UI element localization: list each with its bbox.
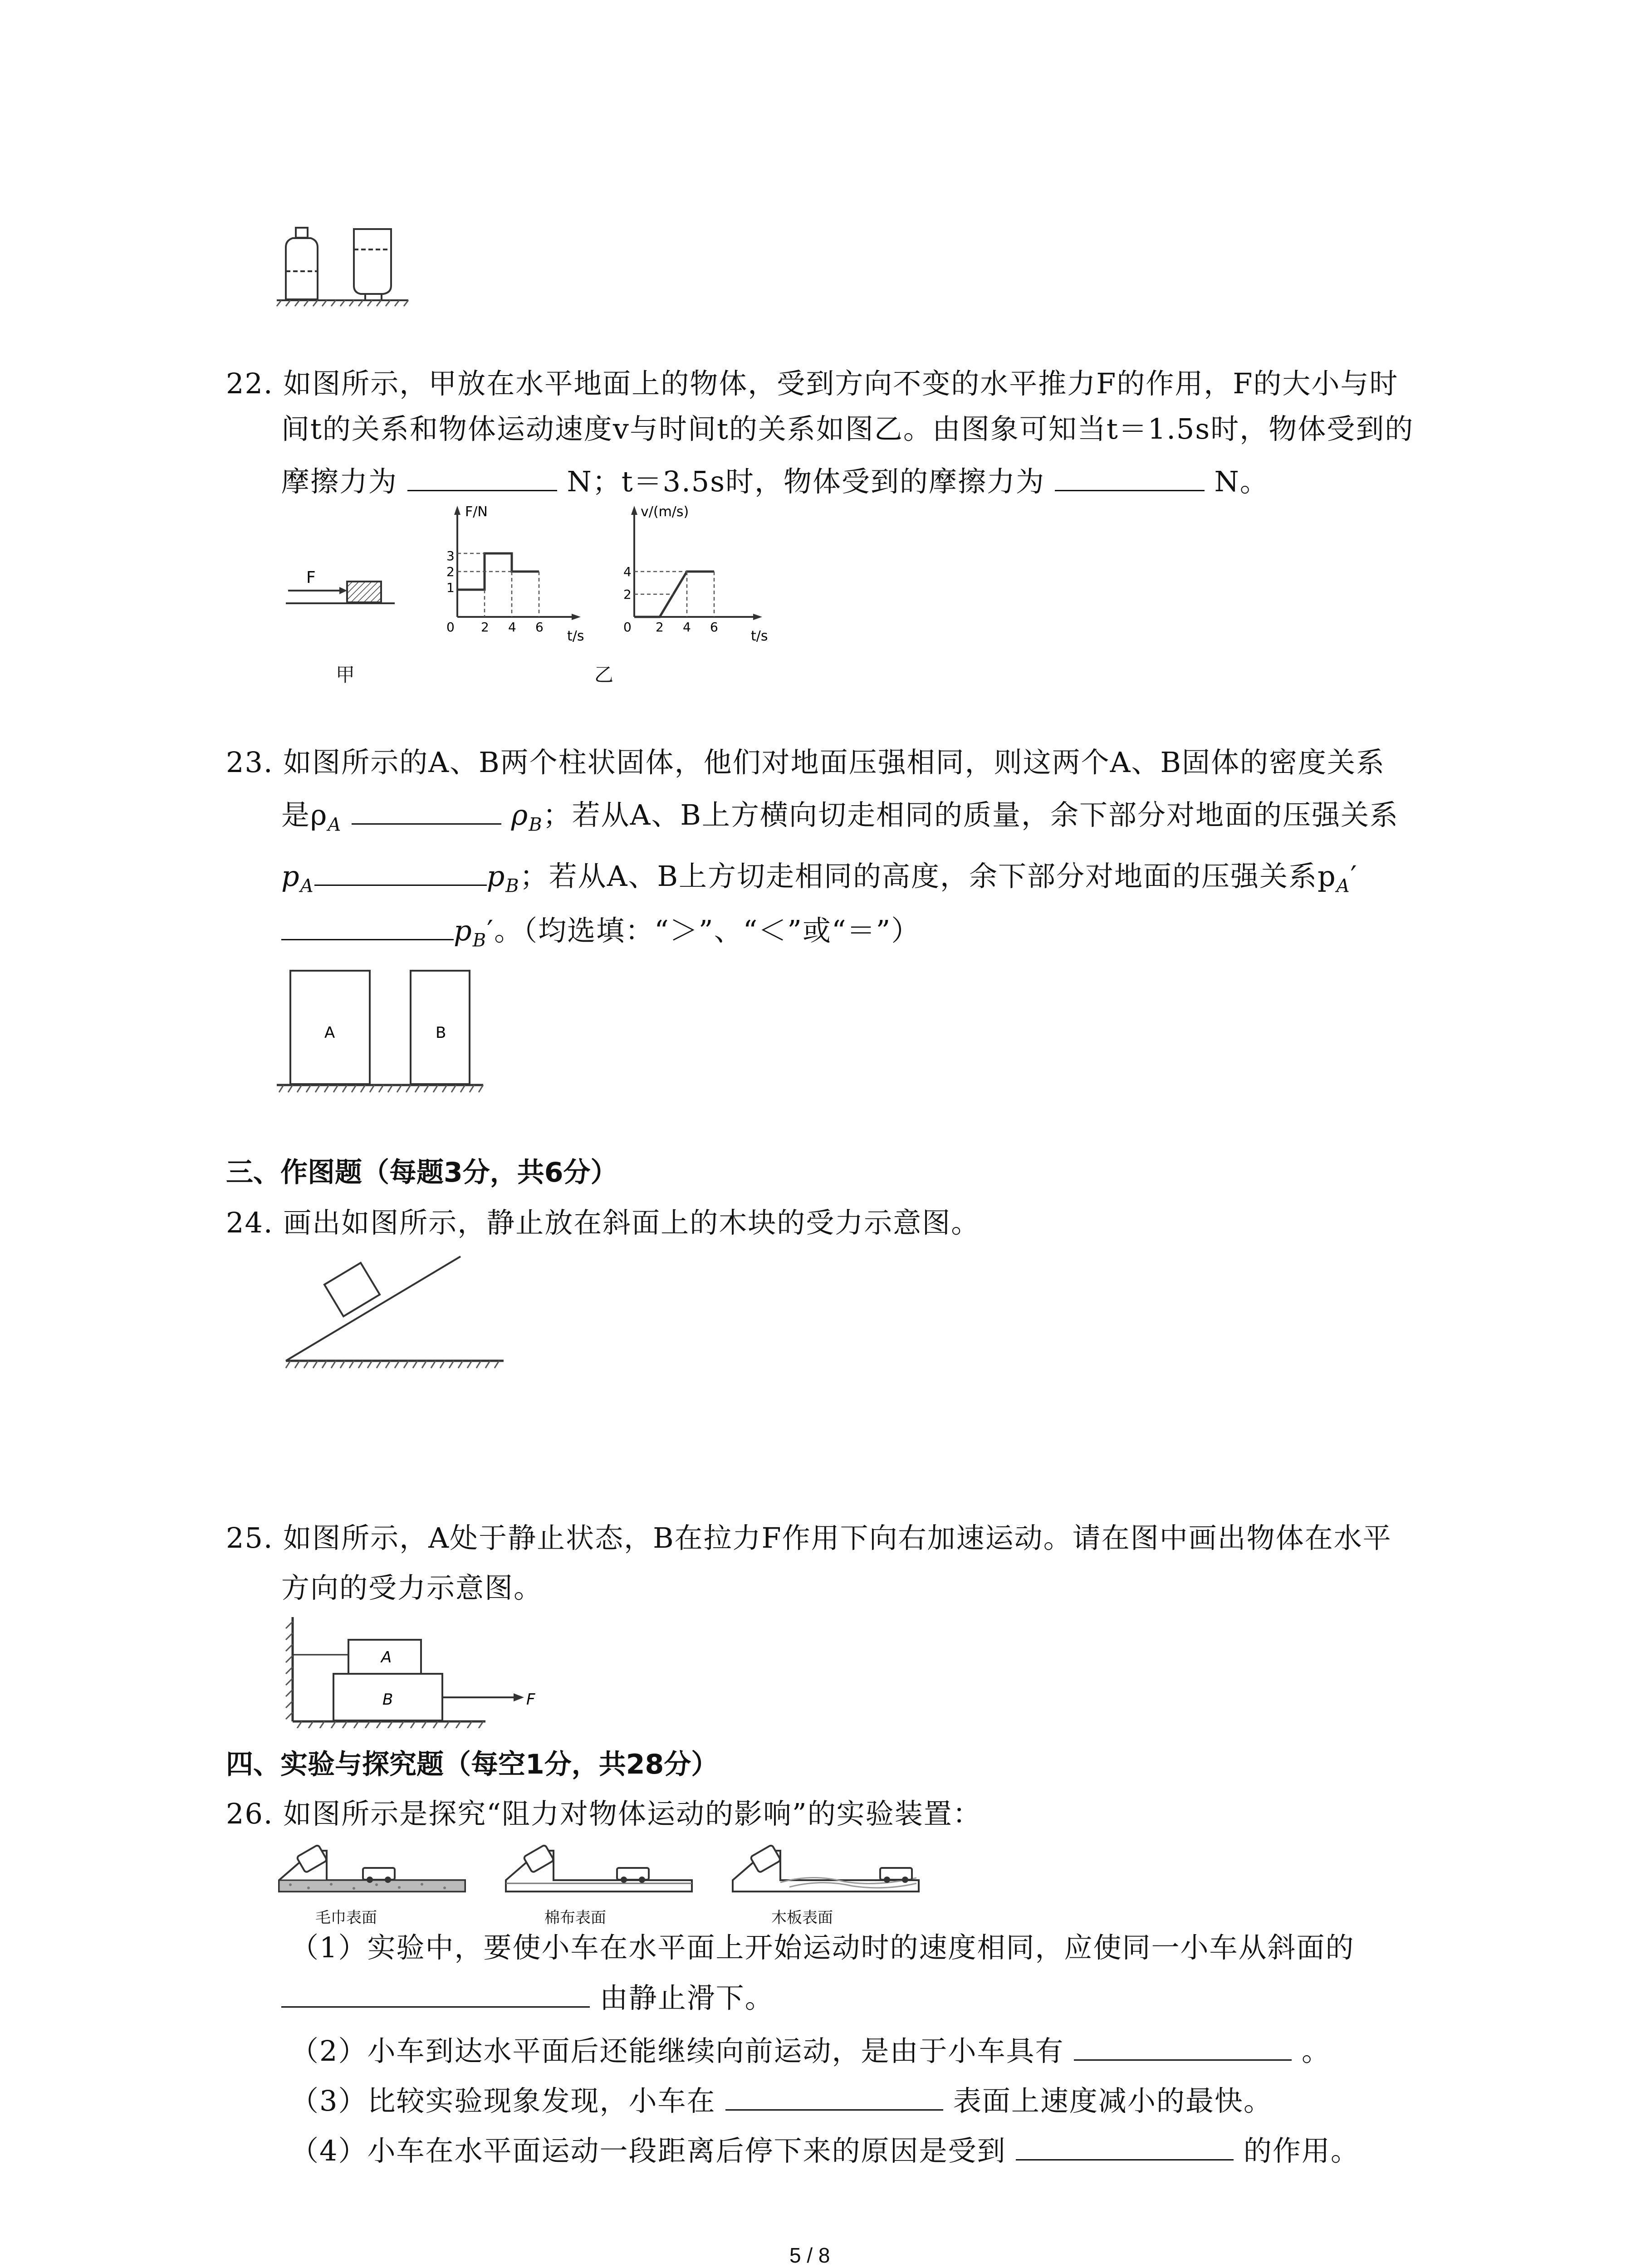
- q23-line2-c: ；若从A、B上方横向切走相同的质量，余下部分对地面的压强关系: [543, 798, 1399, 831]
- graph1-ytick: 1: [446, 580, 455, 595]
- q26-sub1-b: 由静止滑下。: [599, 1981, 774, 2014]
- q26-sub2-a: （2）小车到达水平面后还能继续向前运动，是由于小车具有: [290, 2034, 1064, 2068]
- q23-blank-3[interactable]: [281, 916, 454, 940]
- graph1-ytick: 3: [446, 548, 455, 563]
- q26-blank-3[interactable]: [725, 2087, 943, 2111]
- q22-force-label: F: [306, 568, 316, 587]
- q23-line3-a-sub: A: [300, 875, 314, 897]
- q23-line2-a: 是ρ: [281, 798, 328, 831]
- q23-line4-b-sub: B: [472, 930, 487, 951]
- q22-line3: [281, 467, 1269, 496]
- surface-cotton-figure: [504, 1842, 694, 1901]
- q23-line2: [281, 798, 1399, 839]
- surface-label-wood: 木板表面: [771, 1909, 833, 1927]
- graph2-xtick: 4: [683, 620, 691, 635]
- q23-label-b: B: [436, 1024, 446, 1042]
- graph2-ylabel: v/(m/s): [641, 504, 689, 520]
- q22-line3-a: 摩擦力为: [281, 465, 398, 498]
- graph2-xtick: 0: [623, 620, 632, 635]
- q26-blank-1[interactable]: [281, 1984, 590, 2008]
- graph2-xtick: 6: [710, 620, 718, 635]
- section4-title: 四、实验与探究题（每空1分，共28分）: [226, 1749, 719, 1780]
- q26-sub3-a: （3）比较实验现象发现，小车在: [290, 2084, 716, 2117]
- q22-graph-force: [440, 499, 594, 649]
- surface-towel-figure: [277, 1842, 467, 1901]
- q26-sub4: [290, 2136, 1360, 2165]
- q23-line3-c-sub: A: [1336, 875, 1351, 897]
- q23-line2-a-sub: A: [328, 814, 342, 836]
- q25-line1: 25. 如图所示，A处于静止状态，B在拉力F作用下向右加速运动。请在图中画出物体在水平: [226, 1521, 1392, 1554]
- q23-line2-b-sub: B: [529, 814, 543, 836]
- q23-line2-b: ρ: [511, 798, 529, 831]
- q22-line3-b: N；t＝3.5s时，物体受到的摩擦力为: [567, 465, 1045, 498]
- q23-line3-c-prime: ′: [1350, 860, 1358, 893]
- q22-line1: 22. 如图所示，甲放在水平地面上的物体，受到方向不变的水平推力F的作用，F的大小与时: [226, 367, 1399, 400]
- q22-caption-yi: 乙: [594, 664, 614, 686]
- q23-blank-1[interactable]: [352, 801, 501, 825]
- graph2-xtick: 2: [656, 620, 664, 635]
- q23-line3-c: ；若从A、B上方切走相同的高度，余下部分对地面的压强关系p: [519, 860, 1337, 893]
- q23-blank-2[interactable]: [314, 862, 487, 886]
- surface-label-towel: 毛巾表面: [315, 1909, 377, 1927]
- q26-sub1-a: （1）实验中，要使小车在水平面上开始运动时的速度相同，应使同一小车从斜面的: [290, 1931, 1355, 1964]
- graph1-xtick: 2: [481, 620, 489, 635]
- beakers-figure: [272, 222, 417, 313]
- q25-figure: [272, 1615, 544, 1728]
- q25-label-b: B: [382, 1691, 393, 1709]
- q22-line2: 间t的关系和物体运动速度v与时间t的关系如图乙。由图象可知当t＝1.5s时，物体受到的: [281, 412, 1414, 445]
- q23-line1: 23. 如图所示的A、B两个柱状固体，他们对地面压强相同，则这两个A、B固体的密度关系: [226, 746, 1385, 779]
- q23-line3-b: p: [486, 860, 506, 893]
- q25-label-a: A: [381, 1648, 392, 1667]
- q22-caption-jia: 甲: [336, 664, 355, 686]
- graph1-xtick: 4: [508, 620, 516, 635]
- q23-figure: [277, 966, 490, 1098]
- page-number: 5 / 8: [789, 2244, 830, 2267]
- q23-line3-a: p: [281, 860, 300, 893]
- graph2-ytick: 2: [623, 587, 632, 602]
- q24-text: 24. 画出如图所示，静止放在斜面上的木块的受力示意图。: [226, 1206, 980, 1239]
- q26-sub4-b: 的作用。: [1243, 2134, 1360, 2167]
- graph2-xlabel: t/s: [751, 628, 768, 644]
- q22-blank-2[interactable]: [1055, 467, 1205, 491]
- graph1-xlabel: t/s: [567, 628, 584, 644]
- q26-text: 26. 如图所示是探究“阻力对物体运动的影响”的实验装置：: [226, 1797, 982, 1830]
- q23-line4-b: p: [454, 914, 473, 947]
- graph1-xtick: 6: [535, 620, 544, 635]
- q26-surfaces-figure: [277, 1842, 930, 1932]
- q26-blank-4[interactable]: [1016, 2136, 1234, 2160]
- q23-label-a: A: [324, 1024, 335, 1042]
- q23-line3: [281, 862, 1358, 900]
- q22-figure-jia: [281, 562, 399, 621]
- q23-line4-c: ′。（均选填：“＞”、“＜”或“＝”）: [487, 914, 921, 947]
- q26-sub3-b: 表面上速度减小的最快。: [953, 2084, 1273, 2117]
- graph1-ytick: 2: [446, 564, 455, 579]
- q22-line3-c: N。: [1214, 465, 1269, 498]
- surface-wood-figure: [730, 1842, 921, 1901]
- section3-title: 三、作图题（每题3分，共6分）: [226, 1157, 618, 1188]
- q26-blank-2[interactable]: [1074, 2037, 1292, 2061]
- graph2-ytick: 4: [623, 564, 632, 579]
- q23-line3-b-sub: B: [505, 875, 520, 897]
- q26-sub2: [290, 2034, 1331, 2068]
- q23-line4: [281, 916, 920, 954]
- surface-label-cotton: 棉布表面: [544, 1909, 606, 1927]
- q26-sub4-a: （4）小车在水平面运动一段距离后停下来的原因是受到: [290, 2134, 1006, 2167]
- q26-sub2-b: 。: [1301, 2034, 1331, 2068]
- q26-sub3: [290, 2084, 1273, 2117]
- graph1-xtick: 0: [446, 620, 455, 635]
- q22-blank-1[interactable]: [407, 467, 557, 491]
- q26-sub1-line2: [281, 1981, 774, 2014]
- q24-incline-figure: [281, 1252, 517, 1379]
- q25-label-f: F: [526, 1691, 535, 1709]
- graph1-ylabel: F/N: [465, 504, 488, 520]
- q25-line2: 方向的受力示意图。: [281, 1571, 543, 1604]
- q22-graph-velocity: [617, 499, 780, 649]
